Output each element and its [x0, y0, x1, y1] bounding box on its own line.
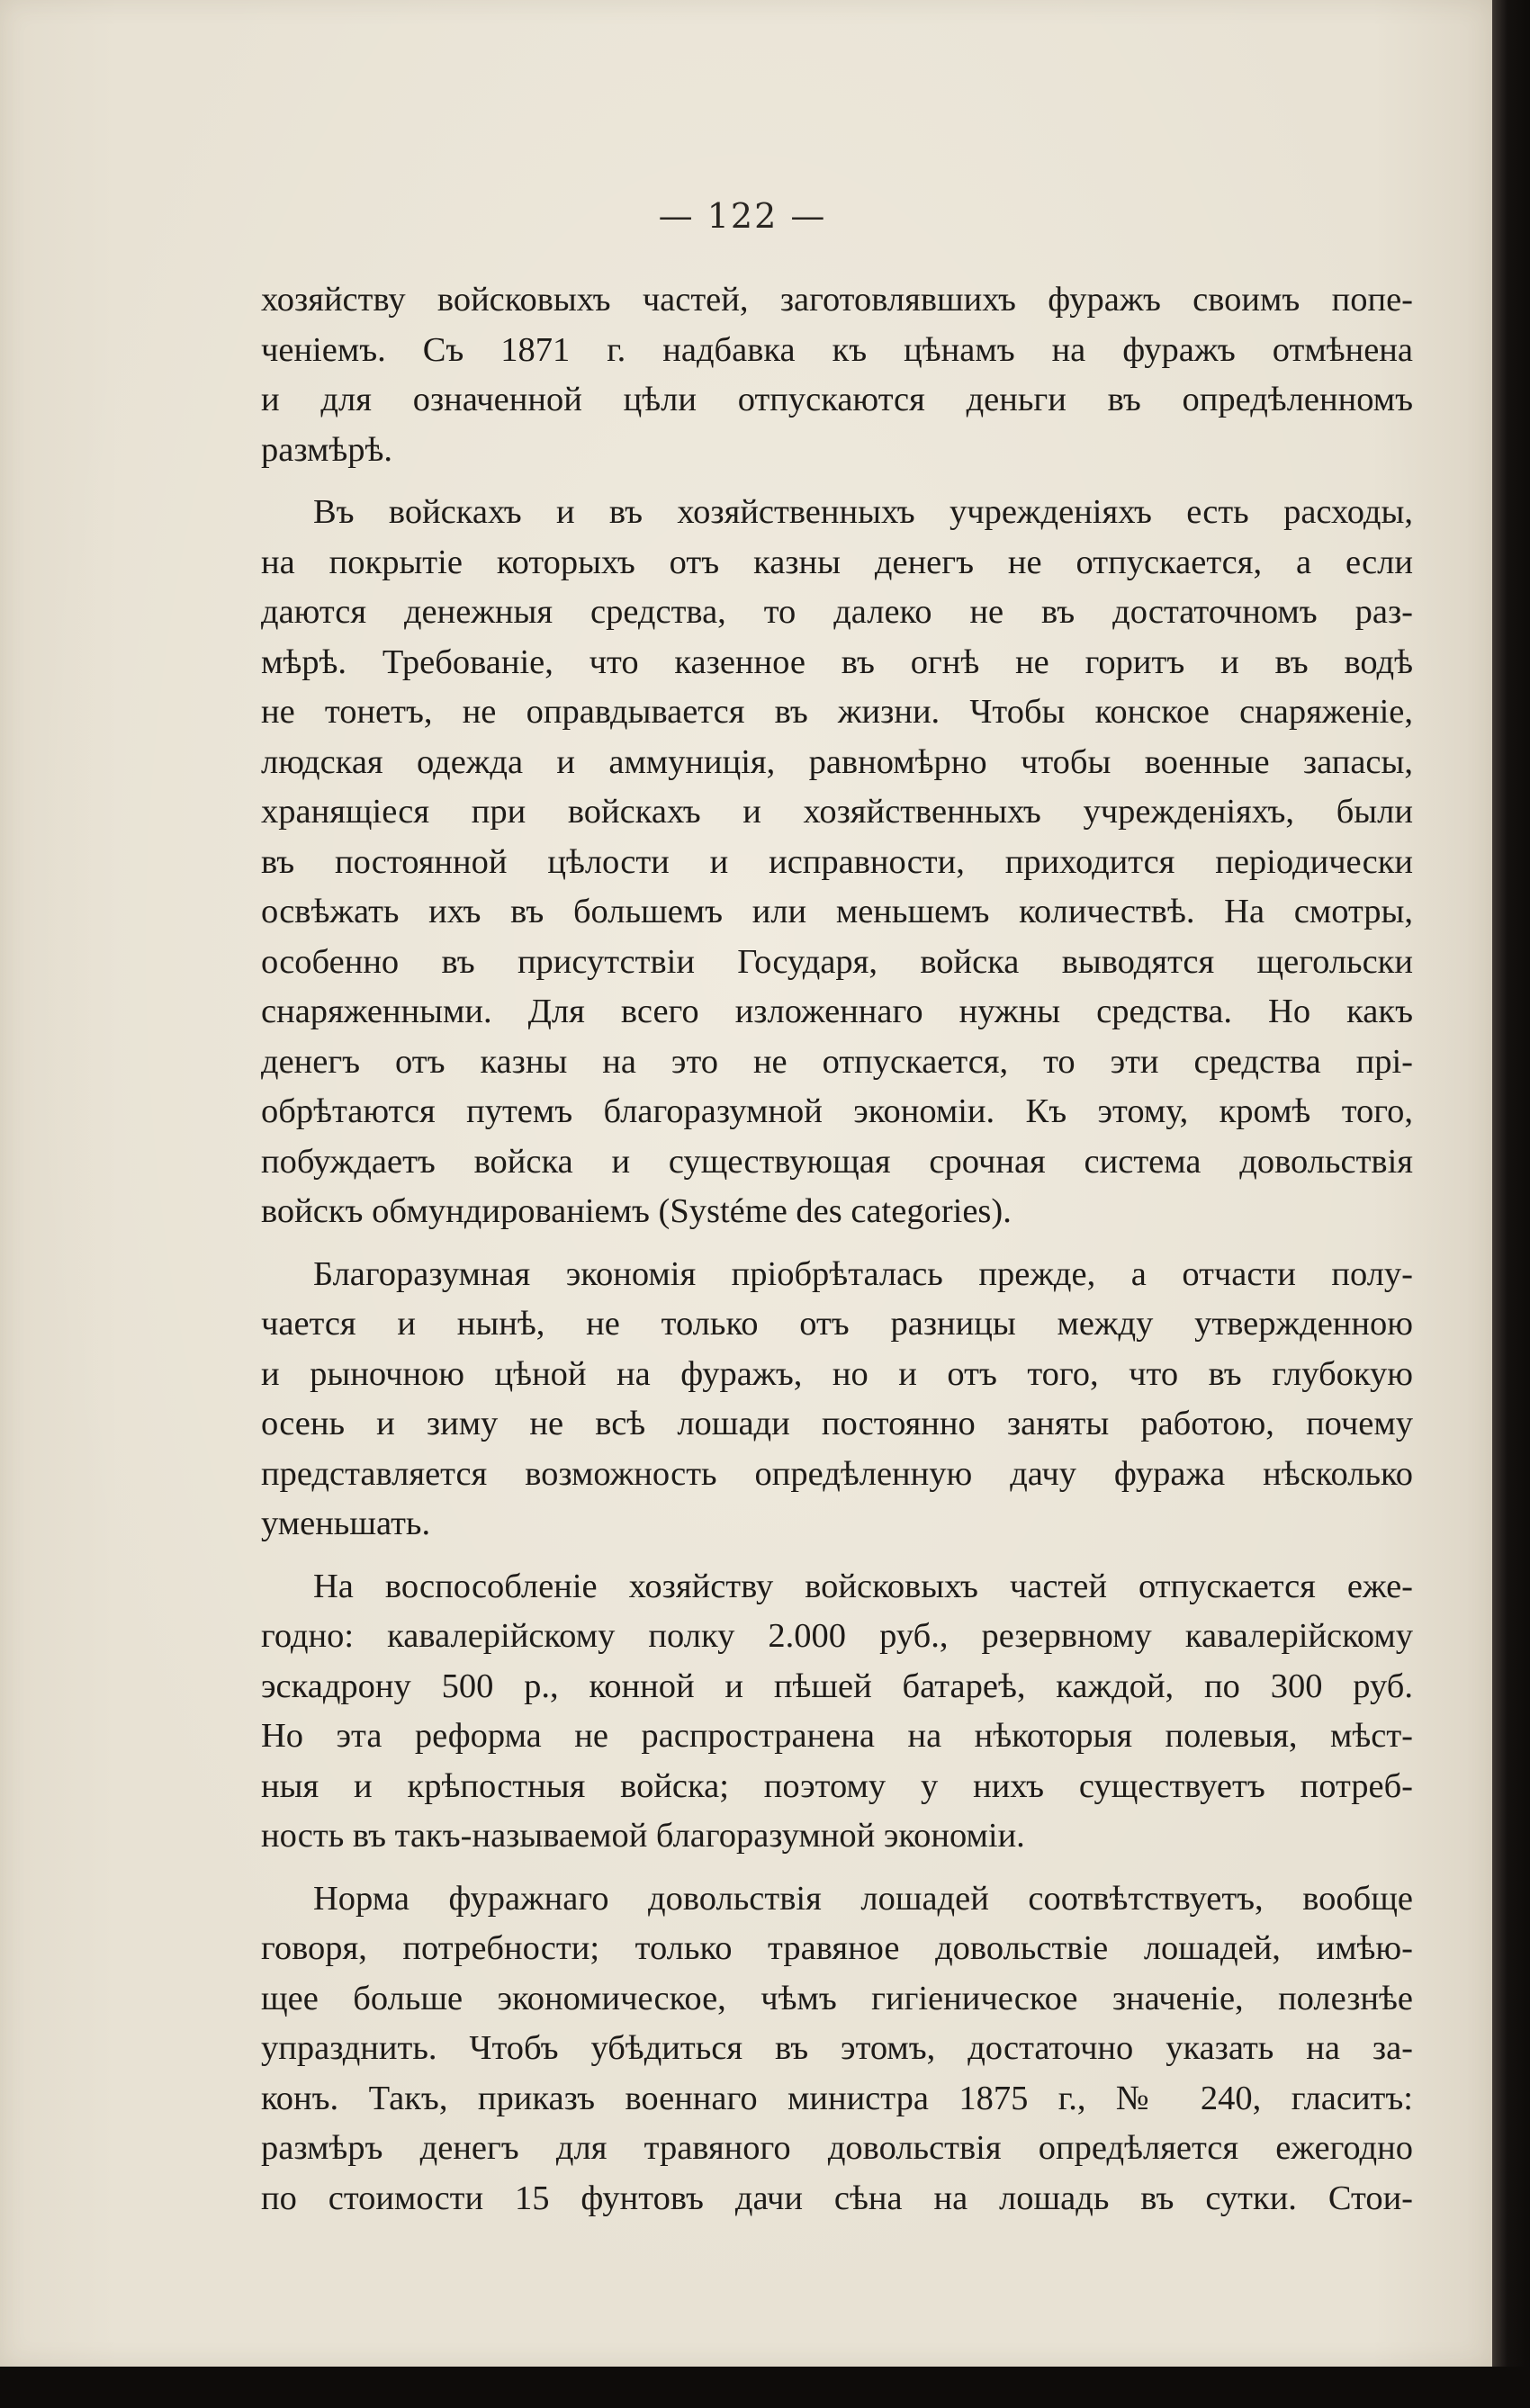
page-number: — 122 — — [658, 196, 827, 236]
text-line: людская одежда и аммуниція, равномѣрно чтобы военные запасы, — [261, 742, 1413, 781]
text-line: Благоразумная экономія пріобрѣталась прежде, а отчасти полу- — [313, 1254, 1413, 1293]
paragraph — [261, 488, 1413, 1237]
text-line: Въ войскахъ и въ хозяйственныхъ учрежденіяхъ есть расходы, — [313, 493, 1413, 531]
text-line: уменьшать. — [261, 1505, 431, 1542]
text-line: осень и зиму не всѣ лошади постоянно заняты работою, почему — [261, 1405, 1413, 1442]
text-line: конъ. Такъ, приказъ военнаго министра 1875 г., № 240, гласитъ: — [261, 2079, 1413, 2117]
text-line: эскадрону 500 р., конной и пѣшей батареѣ, каждой, по 300 руб. — [261, 1667, 1413, 1705]
page-body-text — [261, 275, 1413, 2224]
text-line: не тонетъ, не оправдывается въ жизни. Чтобы конское снаряженіе, — [261, 693, 1413, 731]
paragraph — [261, 1250, 1413, 1550]
text-line: упразднить. Чтобъ убѣдиться въ этомъ, достаточно указать на за- — [261, 2029, 1413, 2067]
scan-bottom-border — [0, 2367, 1530, 2408]
text-line: освѣжать ихъ въ большемъ или меньшемъ количествѣ. На смотры, — [261, 893, 1413, 930]
text-line: особенно въ присутствіи Государя, войска выводятся щегольски — [261, 942, 1413, 981]
text-line: снаряженными. Для всего изложеннаго нужны средства. Но какъ — [261, 993, 1413, 1030]
text-line: размѣръ денегъ для травяного довольствія опредѣляется ежегодно — [261, 2129, 1413, 2167]
text-line: чается и нынѣ, не только отъ разницы между утвержденною — [261, 1305, 1413, 1343]
text-line: ныя и крѣпостныя войска; поэтому у нихъ существуетъ потреб- — [261, 1766, 1413, 1805]
paragraph — [261, 1874, 1413, 2224]
paragraph — [261, 1562, 1413, 1862]
text-line: на покрытіе которыхъ отъ казны денегъ не отпускается, а если — [261, 543, 1413, 581]
text-line: ченіемъ. Съ 1871 г. надбавка къ цѣнамъ на фуражъ отмѣнена — [261, 330, 1413, 369]
page-edge-shadow — [1492, 0, 1530, 2408]
text-line: и рыночною цѣной на фуражъ, но и отъ того, что въ глубокую — [261, 1354, 1413, 1393]
paragraph — [261, 275, 1413, 475]
text-line: денегъ отъ казны на это не отпускается, то эти средства прі- — [261, 1042, 1413, 1081]
text-line: обрѣтаются путемъ благоразумной экономіи. Къ этому, кромѣ того, — [261, 1092, 1413, 1130]
text-line: Но эта реформа не распространена на нѣкоторыя полевыя, мѣст- — [261, 1717, 1413, 1755]
text-line: годно: кавалерійскому полку 2.000 руб., резервному кавалерійскому — [261, 1617, 1413, 1655]
text-line: Норма фуражнаго довольствія лошадей соотвѣтствуетъ, вообще — [313, 1879, 1413, 1918]
text-line: побуждаетъ войска и существующая срочная система довольствія — [261, 1142, 1413, 1181]
text-line: въ постоянной цѣлости и исправности, приходится періодически — [261, 842, 1413, 881]
text-line: мѣрѣ. Требованіе, что казенное въ огнѣ не горитъ и въ водѣ — [261, 642, 1413, 681]
text-line: щее больше экономическое, чѣмъ гигіеническое значеніе, полезнѣе — [261, 1979, 1413, 2017]
text-line: ность въ такъ-называемой благоразумной экономіи. — [261, 1817, 1025, 1855]
text-line: хранящіеся при войскахъ и хозяйственныхъ учрежденіяхъ, были — [261, 793, 1413, 831]
text-line: размѣрѣ. — [261, 430, 393, 469]
text-line: хозяйству войсковыхъ частей, заготовлявшихъ фуражъ своимъ попе- — [261, 281, 1413, 319]
text-line: по стоимости 15 фунтовъ дачи сѣна на лошадь въ сутки. Стои- — [261, 2179, 1413, 2217]
text-line: и для означенной цѣли отпускаются деньги въ опредѣленномъ — [261, 381, 1413, 418]
text-line: говоря, потребности; только травяное довольствіе лошадей, имѣю- — [261, 1929, 1413, 1967]
text-line: На воспособленіе хозяйству войсковыхъ частей отпускается еже- — [313, 1567, 1413, 1605]
text-line: войскъ обмундированіемъ (Systéme des categories). — [261, 1192, 1012, 1230]
text-line: даются денежныя средства, то далеко не въ достаточномъ раз- — [261, 593, 1413, 631]
text-line: представляется возможность опредѣленную дачу фуража нѣсколько — [261, 1454, 1413, 1493]
